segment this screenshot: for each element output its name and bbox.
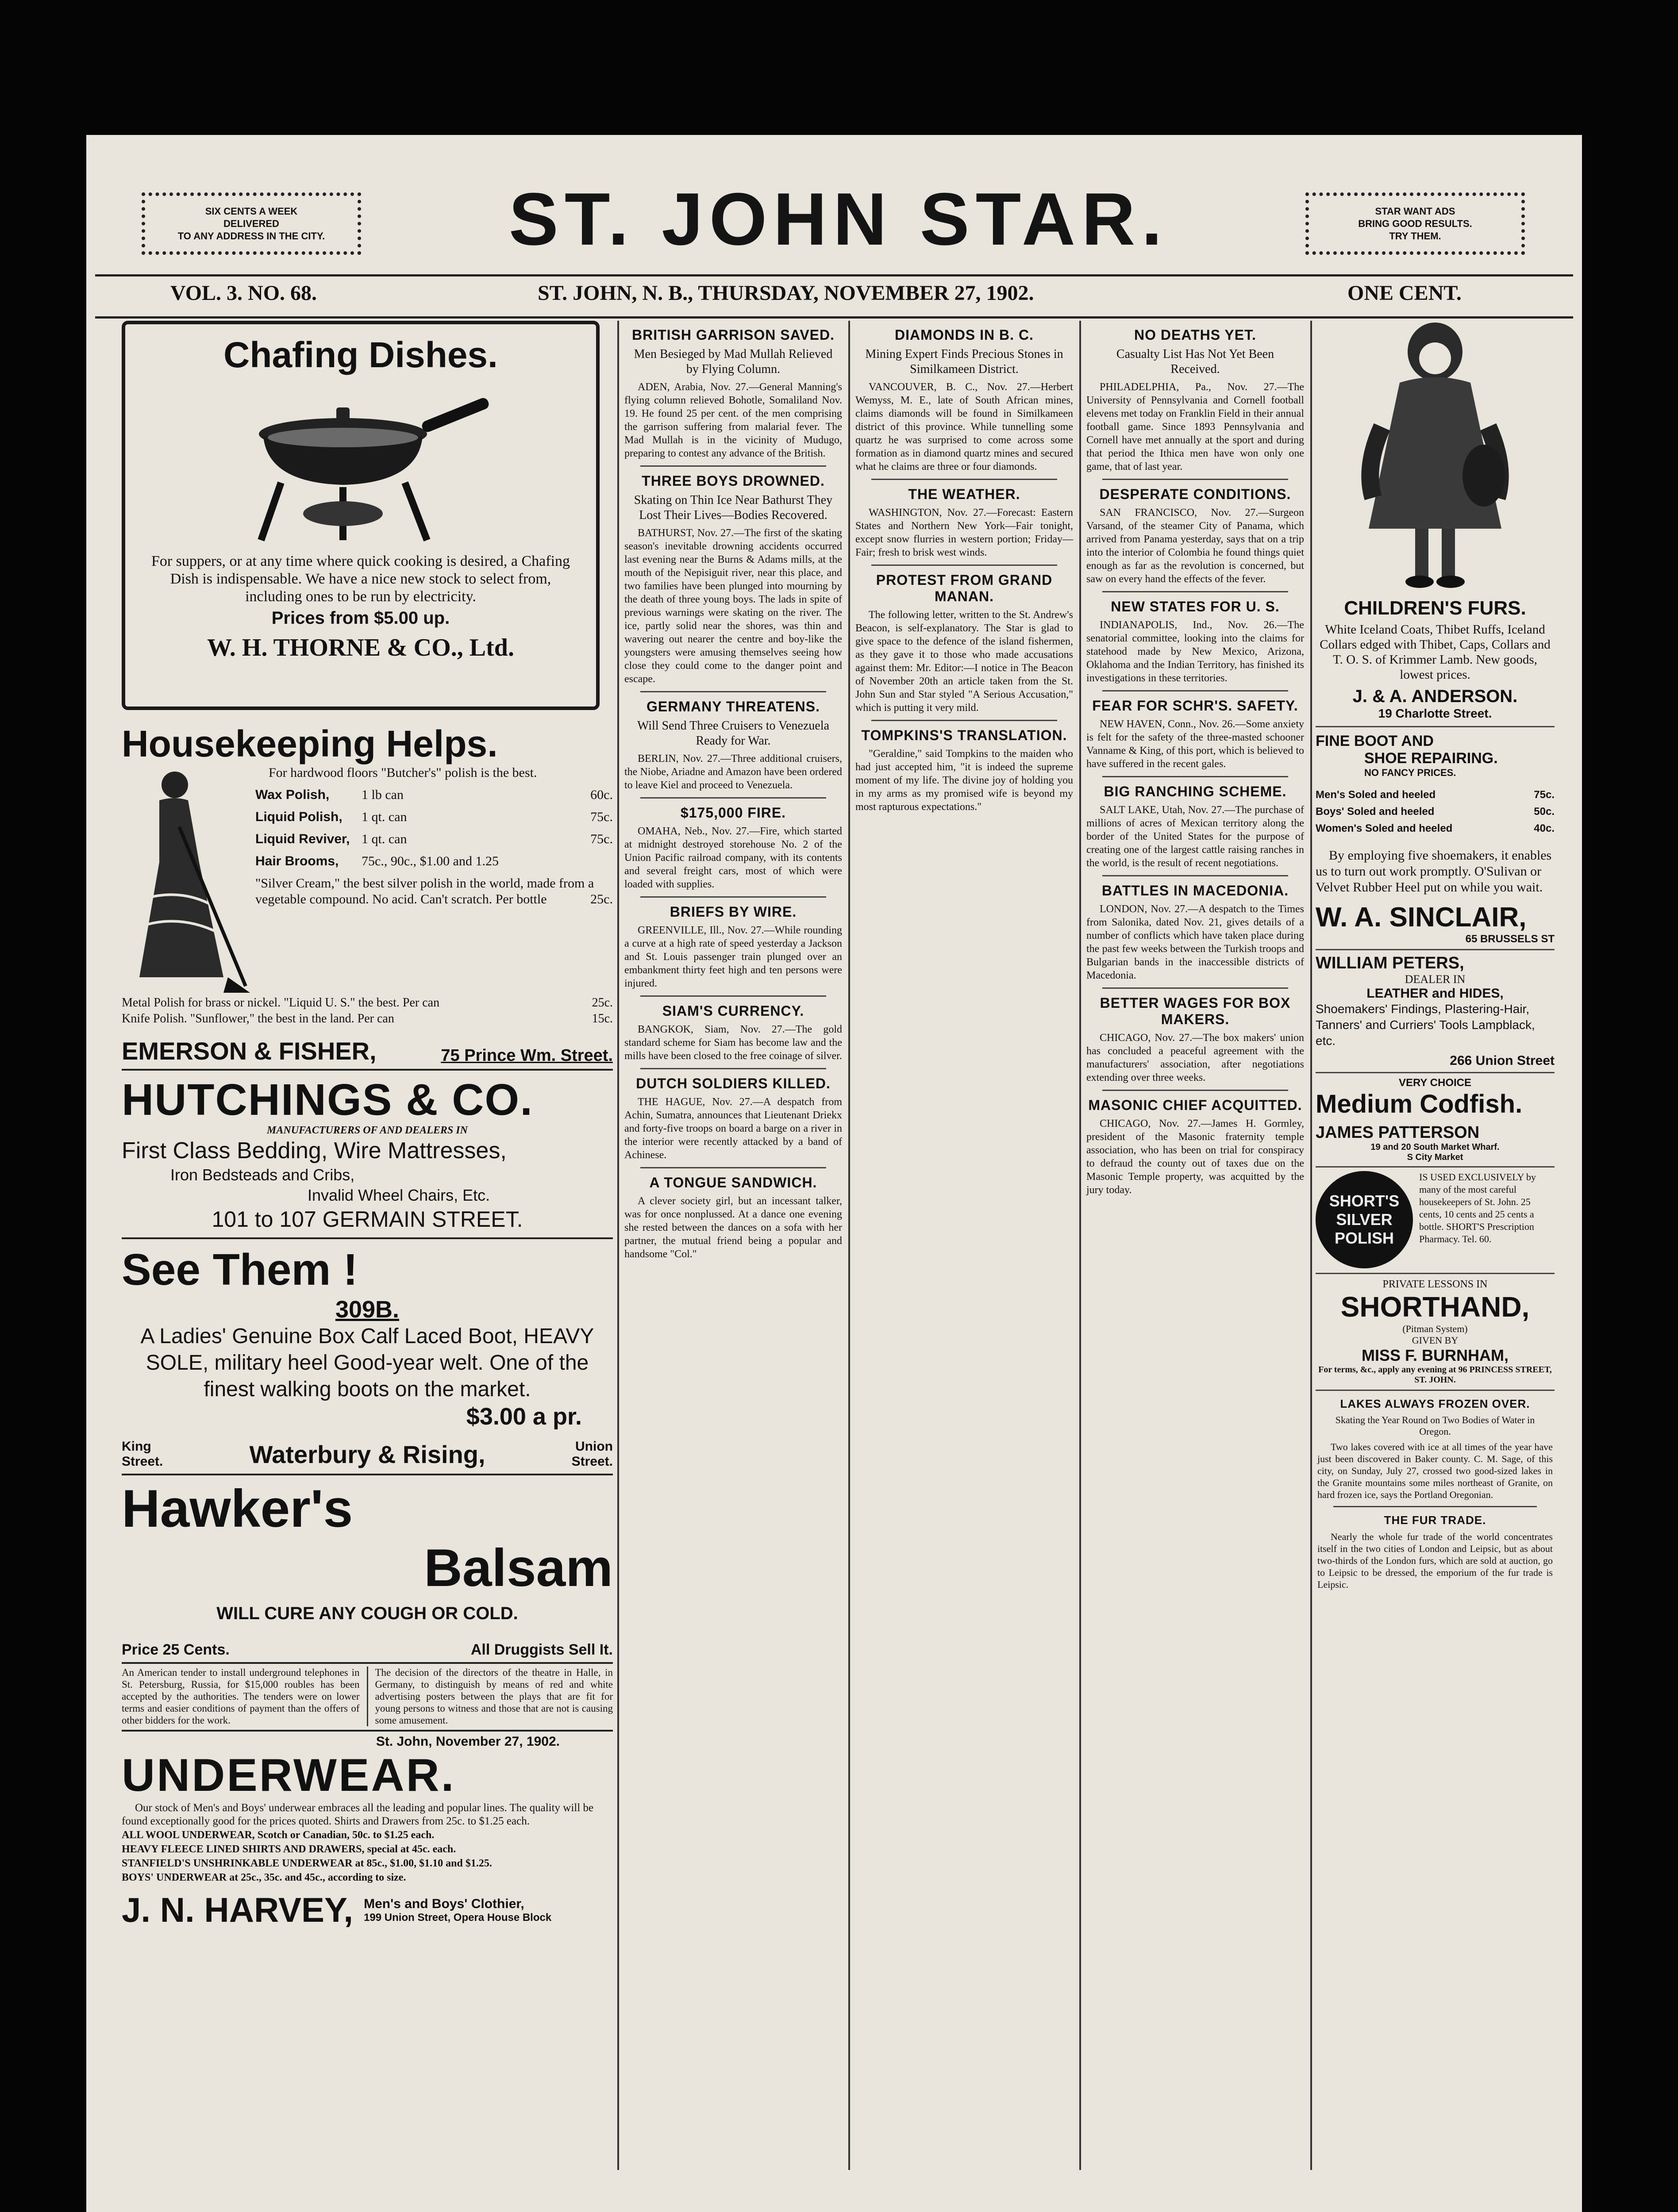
shorts-polish-text: IS USED EXCLUSIVELY by many of the most careful housekeepers of St. John. 25 cents, 10 cents and 25 cents a bottle. SHORT'S Prescription Pharmacy. Tel. 60. xyxy=(1419,1171,1536,1244)
metal-polish-price: 25c. xyxy=(592,996,613,1010)
underwear-line: HEAVY FLEECE LINED SHIRTS AND DRAWERS, special at 45c. each. xyxy=(122,1843,456,1855)
article-text: CHICAGO, Nov. 27.—James H. Gormley, president of the Masonic fraternity temple association, who has been on trial for conspiracy to defraud the county out of taxes due on the Masonic Temple property, was acquitted by the jury today. xyxy=(1086,1118,1304,1196)
masthead-rule xyxy=(95,274,1573,276)
price: ONE CENT. xyxy=(1347,281,1462,305)
article-text: A clever society girl, but an incessant talker, was for once nonplussed. At a dance one evening she rested between the dances on a sofa with her partner, the mutual friend being a popular and handsome "Col." xyxy=(624,1195,842,1260)
article-headline: FEAR FOR SCHR'S. SAFETY. xyxy=(1092,698,1298,714)
furs-title: CHILDREN'S FURS. xyxy=(1344,597,1526,619)
peters-sub-2: LEATHER and HIDES, xyxy=(1366,986,1504,1001)
article xyxy=(1085,995,1306,1091)
volume-number: VOL. 3. NO. 68. xyxy=(170,281,317,305)
article xyxy=(1085,599,1306,691)
hutchings-title: HUTCHINGS & CO. xyxy=(122,1075,533,1125)
chafing-title: Chafing Dishes. xyxy=(223,335,498,375)
repair-title-1: FINE BOOT AND xyxy=(1316,733,1434,749)
ads-column-right xyxy=(1316,321,1555,2170)
article-subhead: Skating the Year Round on Two Bodies of Water in Oregon. xyxy=(1335,1414,1535,1437)
item-desc: 1 qt. can xyxy=(362,832,407,846)
metal-polish-text: Metal Polish for brass or nickel. "Liquid U. S." the best. Per can xyxy=(122,996,440,1010)
polish-item xyxy=(255,853,613,869)
badge-line: SILVER xyxy=(1336,1210,1393,1229)
item-price: 75c. xyxy=(590,810,613,824)
balsam-title-1: Hawker's xyxy=(122,1479,353,1538)
ear-left xyxy=(142,192,361,255)
article-text: PHILADELPHIA, Pa., Nov. 27.—The University of Pennsylvania and Cornell football elevens met today on Franklin Field in their annual football game. Since 1893 Pennsylvania and Cornell have met annually at the sport and during that period the Ithica men have won only one game, that of last year. xyxy=(1086,381,1304,472)
article-headline: PROTEST FROM GRAND MANAN. xyxy=(876,572,1053,604)
chafing-dish-ad xyxy=(122,321,600,710)
child-in-furs-illustration xyxy=(1316,321,1555,595)
balsam-ad xyxy=(122,1479,613,1664)
shorts-silver-polish-badge xyxy=(1316,1171,1413,1268)
item-name: Wax Polish, xyxy=(255,787,330,802)
article-text: VANCOUVER, B. C., Nov. 27.—Herbert Wemyss, M. E., late of South African mines, claims diamonds will be found in Similkameen district of this province. While tunnelling some quartz he was surprised to come across some formation as in diamond quartz mines and secured what he claims are three or four diamonds. xyxy=(855,381,1073,472)
teacher-name: MISS F. BURNHAM, xyxy=(1362,1346,1509,1364)
housekeeping-intro: For hardwood floors "Butcher's" polish is the best. xyxy=(269,765,537,780)
hutchings-address: 101 to 107 GERMAIN STREET. xyxy=(212,1207,523,1232)
peters-sub: DEALER IN xyxy=(1405,973,1466,986)
repair-item-name: Boys' Soled and heeled xyxy=(1316,806,1435,818)
article xyxy=(1085,486,1306,592)
boots-number: 309B. xyxy=(335,1296,400,1323)
patterson-firm: JAMES PATTERSON xyxy=(1316,1123,1480,1142)
silver-cream-price: 25c. xyxy=(590,892,613,906)
underwear-line: STANFIELD'S UNSHRINKABLE UNDERWEAR at 85c., $1.00, $1.10 and $1.25. xyxy=(122,1858,492,1869)
article-headline: MASONIC CHIEF ACQUITTED. xyxy=(1088,1097,1302,1113)
article-text: Nearly the whole fur trade of the world concentrates itself in the two cities of London and Leipsic, but as about two-thirds of the London furs, which are sold at auction, go to Leipsic to be dressed, the emporium of the fur trade is Leipsic. xyxy=(1317,1531,1553,1590)
article-text: The following letter, written to the St. Andrew's Beacon, is self-explanatory. The Star is glad to give space to the defence of the island fishermen, as they gave it to those who made accusations against them: Mr. Editor:—I notice in The Beacon of November 20th an article taken from the St. John Sun and Star styled "A Serious Accusation," which is putting it very mild. xyxy=(855,609,1073,714)
newspaper-page xyxy=(86,135,1582,2212)
underwear-title: UNDERWEAR. xyxy=(122,1750,456,1801)
article-text: CHICAGO, Nov. 27.—The box makers' union has concluded a peaceful agreement with the manufacturers' association, after negotiations extending over three weeks. xyxy=(1086,1032,1304,1083)
underwear-ad xyxy=(122,1734,613,1930)
hutchings-line1: First Class Bedding, Wire Mattresses, xyxy=(122,1138,507,1164)
article xyxy=(1085,1097,1306,1197)
balsam-tagline: WILL CURE ANY COUGH OR COLD. xyxy=(216,1604,518,1623)
harvey-address: 199 Union Street, Opera House Block xyxy=(364,1911,552,1924)
article-headline: THREE BOYS DROWNED. xyxy=(642,473,825,489)
hutchings-line3: Invalid Wheel Chairs, Etc. xyxy=(308,1186,490,1204)
polish-item xyxy=(255,809,613,825)
article xyxy=(623,699,844,799)
pitman-system: (Pitman System) xyxy=(1402,1323,1468,1334)
dateline-rule xyxy=(95,316,1573,319)
article-headline: BATTLES IN MACEDONIA. xyxy=(1101,883,1289,899)
anderson-address: 19 Charlotte Street. xyxy=(1378,707,1492,720)
boots-ad xyxy=(122,1244,613,1475)
article-text: BATHURST, Nov. 27.—The first of the skating season's inevitable drowning accidents occurred last evening near the Burns & Adams mills, at the mouth of the Nepisiguit river, near this place, and two families have been plunged into mourning by the death of three young boys. The lads in spite of previous warnings were skating on the river. The ice, partly solid near the shores, was thin and wavering out nearer the centre and boy-like the youngsters were amusing themselves seeing how close they could come to the danger point and escape. xyxy=(624,527,842,685)
article-headline: BRIEFS BY WIRE. xyxy=(670,904,797,920)
article-text: ADEN, Arabia, Nov. 27.—General Manning's flying column relieved Bohotle, Somaliland Nov. 19. He found 25 per cent. of the men comprising the garrison suffering from malarial fever. The Mad Mullah is in the vicinity of Mudugo, preparing to contest any advance of the British. xyxy=(624,381,842,459)
item-price: 60c. xyxy=(590,787,613,802)
boots-right: Union Street. xyxy=(571,1439,613,1469)
article xyxy=(854,572,1075,721)
repair-title-2: SHOE REPAIRING. xyxy=(1364,750,1498,767)
article-headline: BETTER WAGES FOR BOX MAKERS. xyxy=(1100,995,1291,1027)
item-name: Liquid Reviver, xyxy=(255,832,350,846)
article-headline: GERMANY THREATENS. xyxy=(647,699,820,714)
article-text: OMAHA, Neb., Nov. 27.—Fire, which started at midnight destroyed storehouse No. 2 of the Union Pacific railroad company, with its contents and several freight cars, most of which were loaded with supplies. xyxy=(624,826,842,890)
article xyxy=(623,1175,844,1261)
harvey-sub: Men's and Boys' Clothier, xyxy=(364,1896,524,1911)
article xyxy=(854,486,1075,566)
repair-item-name: Men's Soled and heeled xyxy=(1316,789,1436,801)
article-headline: $175,000 FIRE. xyxy=(680,805,786,821)
hutchings-line2: Iron Bedsteads and Cribs, xyxy=(170,1166,355,1184)
article xyxy=(623,473,844,692)
silver-cream-text: "Silver Cream," the best silver polish in the world, made from a vegetable compound. No acid. Can't scratch. Per bottle xyxy=(255,876,594,906)
article-text: "Geraldine," said Tompkins to the maiden who had just accepted him, "it is indeed the supreme moment of my life. The divine joy of holding you in my arms as my promised wife is beyond my most rapturous expectations." xyxy=(855,748,1073,813)
article-headline: DUTCH SOLDIERS KILLED. xyxy=(636,1075,831,1091)
item-desc: 1 lb can xyxy=(362,787,404,802)
item-name: Liquid Polish, xyxy=(255,810,343,824)
article xyxy=(623,805,844,898)
badge-line: SHORT'S xyxy=(1329,1192,1400,1210)
article xyxy=(1085,327,1306,480)
underwear-line: ALL WOOL UNDERWEAR, Scotch or Canadian, 50c. to $1.25 each. xyxy=(122,1829,435,1841)
badge-line: POLISH xyxy=(1334,1229,1394,1247)
article-headline: THE WEATHER. xyxy=(908,486,1020,502)
ear-left-line: DELIVERED xyxy=(223,218,279,229)
balsam-price: Price 25 Cents. xyxy=(122,1641,230,1658)
chafing-price: Prices from $5.00 up. xyxy=(271,608,450,628)
repair-body: By employing five shoemakers, it enables us to turn out work promptly. O'Sulivan or Velvet Rubber Heel put on while you wait. xyxy=(1316,848,1552,895)
article-text: BANGKOK, Siam, Nov. 27.—The gold standard scheme for Siam has become law and the mills have been closed to the free coinage of silver. xyxy=(624,1024,842,1062)
shorts-polish-ad xyxy=(1316,1171,1555,1268)
article-text: SAN FRANCISCO, Nov. 27.—Surgeon Varsand, of the steamer City of Panama, which arrived from Panama yesterday, says that on a trip into the interior of Colombia he found things quiet enough as far as the revolution is concerned, but saw on every hand the effects of the fever. xyxy=(1086,507,1304,585)
article xyxy=(1085,883,1306,989)
knife-polish xyxy=(122,1011,613,1027)
lessons-label: PRIVATE LESSONS IN xyxy=(1382,1279,1488,1290)
article-text: GREENVILLE, Ill., Nov. 27.—While rounding a curve at a high rate of speed yesterday a Jackson and St. Louis passenger train plunged over an embankment thirty feet high and ten persons were injured. xyxy=(624,925,842,989)
article-headline: LAKES ALWAYS FROZEN OVER. xyxy=(1340,1397,1530,1410)
housekeeping-title: Housekeeping Helps. xyxy=(122,723,498,764)
repair-item-price: 75c. xyxy=(1534,789,1555,801)
balsam-title-2: Balsam xyxy=(424,1538,613,1598)
article-headline: TOMPKINS'S TRANSLATION. xyxy=(861,727,1067,743)
column-rule xyxy=(1310,321,1312,2170)
repair-sub: NO FANCY PRICES. xyxy=(1364,767,1456,778)
article-headline: NEW STATES FOR U. S. xyxy=(1111,599,1280,614)
ear-right xyxy=(1305,192,1525,255)
ear-right-line: BRING GOOD RESULTS. xyxy=(1358,218,1472,229)
housekeeping-ad xyxy=(122,722,613,1071)
article-text: Two lakes covered with ice at all times of the year have just been discovered in Baker county. C. M. Sage, of this city, on Sunday, July 27, crossed two good-sized lakes in the Granite mountains some miles northeast of Granite, on hard frozen ice, says the Portland Oregonian. xyxy=(1317,1441,1553,1500)
peters-firm: WILLIAM PETERS, xyxy=(1316,954,1464,972)
sinclair-firm: W. A. SINCLAIR, xyxy=(1316,902,1527,933)
repair-item-price: 50c. xyxy=(1534,806,1555,818)
article xyxy=(854,327,1075,480)
repair-item xyxy=(1316,820,1555,837)
article-headline: SIAM'S CURRENCY. xyxy=(662,1003,804,1019)
article-subhead: Men Besieged by Mad Mullah Relieved by Flying Column. xyxy=(634,347,833,376)
teacher-address: For terms, &c., apply any evening at 96 PRINCESS STREET, ST. JOHN. xyxy=(1318,1365,1552,1385)
chafing-firm: W. H. THORNE & CO., Ltd. xyxy=(207,634,514,661)
article-text: SALT LAKE, Utah, Nov. 27.—The purchase of millions of acres of Mexican territory along the border of the United States for the purpose of creating one of the largest cattle raising ranches in the world, is the result of recent negotiations. xyxy=(1086,804,1304,869)
balsam-druggists: All Druggists Sell It. xyxy=(470,1641,613,1658)
underwear-body: Our stock of Men's and Boys' underwear embraces all the leading and popular lines. The quality will be found exceptionally good for the prices quoted. Shirts and Drawers from 25c. to $1.25 each. xyxy=(122,1802,594,1827)
article-subhead: Casualty List Has Not Yet Been Received. xyxy=(1116,347,1274,376)
article-text: BERLIN, Nov. 27.—Three additional cruisers, the Niobe, Ariadne and Amazon have been ordered to leave Kiel and proceed to Venezuela. xyxy=(624,753,842,791)
brief-telephones: An American tender to install underground telephones in St. Petersburg, Russia, for $15,000 roubles has been accepted by the authorities. The tenders were on lower terms and easier conditions of payment than the offers of other bidders for the work. xyxy=(122,1667,360,1726)
article xyxy=(623,904,844,997)
article-headline: BRITISH GARRISON SAVED. xyxy=(632,327,835,343)
codfish-label: VERY CHOICE xyxy=(1398,1077,1472,1089)
place-date: ST. JOHN, N. B., THURSDAY, NOVEMBER 27, 1902. xyxy=(538,281,1034,305)
article-headline: THE FUR TRADE. xyxy=(1384,1513,1486,1527)
brief-items xyxy=(122,1667,613,1732)
hutchings-sub: MANUFACTURERS OF AND DEALERS IN xyxy=(267,1125,468,1136)
article-subhead: Mining Expert Finds Precious Stones in Similkameen District. xyxy=(865,347,1063,376)
article-text: NEW HAVEN, Conn., Nov. 26.—Some anxiety is felt for the safety of the three-masted schooner Vanname & King, of this port, which is believed to have suffered in the recent gales. xyxy=(1086,718,1304,770)
chafing-body: For suppers, or at any time where quick cooking is desired, a Chafing Dish is indispensable. We have a nice new stock to select from, including ones to be run by electricity. xyxy=(151,553,570,605)
column-rule xyxy=(617,321,619,2170)
given-by: GIVEN BY xyxy=(1412,1335,1459,1346)
article-headline: DIAMONDS IN B. C. xyxy=(895,327,1034,343)
repair-item xyxy=(1316,803,1555,820)
codfish-title: Medium Codfish. xyxy=(1316,1090,1523,1118)
article-text: THE HAGUE, Nov. 27.—A despatch from Achin, Sumatra, announces that Lieutenant Driekx and forty-five troops on board a barge on a river in the interior were recently attacked by a band of Achinese. xyxy=(624,1096,842,1161)
repair-item-price: 40c. xyxy=(1534,822,1555,834)
shorthand-title: SHORTHAND, xyxy=(1340,1291,1530,1323)
peters-body: Shoemakers' Findings, Plastering-Hair, Tanners' and Curriers' Tools Lampblack, etc. xyxy=(1316,1002,1535,1048)
sinclair-address: 65 BRUSSELS ST xyxy=(1465,933,1555,945)
hutchings-ad xyxy=(122,1075,613,1239)
emerson-fisher-firm: EMERSON & FISHER, xyxy=(122,1037,377,1065)
polish-item xyxy=(255,787,613,803)
article-text: LONDON, Nov. 27.—A despatch to the Times from Salonika, dated Nov. 21, gives details of a number of conflicts which have taken place during the past few weeks between the Turkish troops and Bulgarian bands in the inaccessible districts of Macedonia. xyxy=(1086,903,1304,981)
item-desc: 1 qt. can xyxy=(362,810,407,824)
chafing-dish-illustration xyxy=(219,381,502,549)
polish-item xyxy=(255,831,613,847)
boots-title: See Them ! xyxy=(122,1245,358,1294)
item-desc: 75c., 90c., $1.00 and 1.25 xyxy=(362,854,499,868)
underwear-date: St. John, November 27, 1902. xyxy=(376,1734,560,1749)
ear-left-line: SIX CENTS A WEEK xyxy=(205,205,298,217)
article xyxy=(1085,698,1306,777)
boots-body: A Ladies' Genuine Box Calf Laced Boot, HEAVY SOLE, military heel Good-year welt. One of the finest walking boots on the market. xyxy=(140,1325,594,1401)
emerson-fisher-address: 75 Prince Wm. Street. xyxy=(441,1046,613,1065)
news-column-4 xyxy=(1085,321,1306,2170)
underwear-line: BOYS' UNDERWEAR at 25c., 35c. and 45c., according to size. xyxy=(122,1872,406,1883)
ear-right-line: STAR WANT ADS xyxy=(1375,205,1455,217)
peters-address: 266 Union Street xyxy=(1450,1053,1555,1068)
article-text: WASHINGTON, Nov. 27.—Forecast: Eastern States and Northern New York—Fair tonight, except snow flurries in western portion; Friday—Fair; fresh to brisk west winds. xyxy=(855,507,1073,558)
ear-left-line: TO ANY ADDRESS IN THE CITY. xyxy=(177,230,325,242)
ads-column xyxy=(122,321,613,2170)
woman-sweeping-illustration xyxy=(122,765,250,995)
patterson-address: 19 and 20 South Market Wharf. xyxy=(1370,1142,1500,1152)
news-column-3 xyxy=(854,321,1075,2170)
anderson-firm: J. & A. ANDERSON. xyxy=(1352,687,1518,706)
waterbury-rising-firm: Waterbury & Rising, xyxy=(249,1440,485,1468)
boots-left: King Street. xyxy=(122,1439,163,1469)
boots-price: $3.00 a pr. xyxy=(466,1403,582,1430)
dateline xyxy=(86,281,1582,312)
article-text: INDIANAPOLIS, Ind., Nov. 26.—The senatorial committee, looking into the claims for statehood made by New Mexico, Arizona, Oklahoma and the Indian Territory, has finished its investigations in these territories. xyxy=(1086,619,1304,684)
furs-body: White Iceland Coats, Thibet Ruffs, Iceland Collars edged with Thibet, Caps, Collars and T. O. S. of Krimmer Lamb. New goods, lowest prices. xyxy=(1320,622,1551,682)
article-headline: NO DEATHS YET. xyxy=(1134,327,1256,343)
article xyxy=(854,727,1075,814)
ear-right-line: TRY THEM. xyxy=(1389,230,1441,242)
article-headline: A TONGUE SANDWICH. xyxy=(649,1175,817,1190)
article xyxy=(623,1075,844,1168)
metal-polish xyxy=(122,995,613,1011)
news-column-2 xyxy=(623,321,844,2170)
article xyxy=(623,327,844,467)
silver-cream xyxy=(255,876,613,907)
repair-item-name: Women's Soled and heeled xyxy=(1316,822,1453,834)
article xyxy=(1085,783,1306,876)
article-subhead: Skating on Thin Ice Near Bathurst They Lost Their Lives—Bodies Recovered. xyxy=(634,493,833,522)
harvey-firm: J. N. HARVEY, xyxy=(122,1890,354,1929)
brief-theatre: The decision of the directors of the theatre in Halle, in Germany, to distinguish by means of red and white advertising posters between the plays that are fit for young persons to witness and those that are not is causing some amusement. xyxy=(375,1667,613,1726)
knife-polish-text: Knife Polish. "Sunflower," the best in the land. Per can xyxy=(122,1012,394,1025)
knife-polish-price: 15c. xyxy=(592,1012,613,1025)
article-headline: DESPERATE CONDITIONS. xyxy=(1099,486,1291,502)
patterson-address-2: S City Market xyxy=(1407,1152,1463,1162)
article xyxy=(623,1003,844,1069)
column-rule xyxy=(848,321,850,2170)
item-price: 75c. xyxy=(590,832,613,846)
masthead-title: ST. JOHN STAR. xyxy=(508,177,1169,261)
item-name: Hair Brooms, xyxy=(255,854,339,868)
repair-item xyxy=(1316,787,1555,803)
article-headline: BIG RANCHING SCHEME. xyxy=(1104,783,1287,799)
column-rule xyxy=(1079,321,1081,2170)
article-subhead: Will Send Three Cruisers to Venezuela Ready for War. xyxy=(637,719,830,748)
